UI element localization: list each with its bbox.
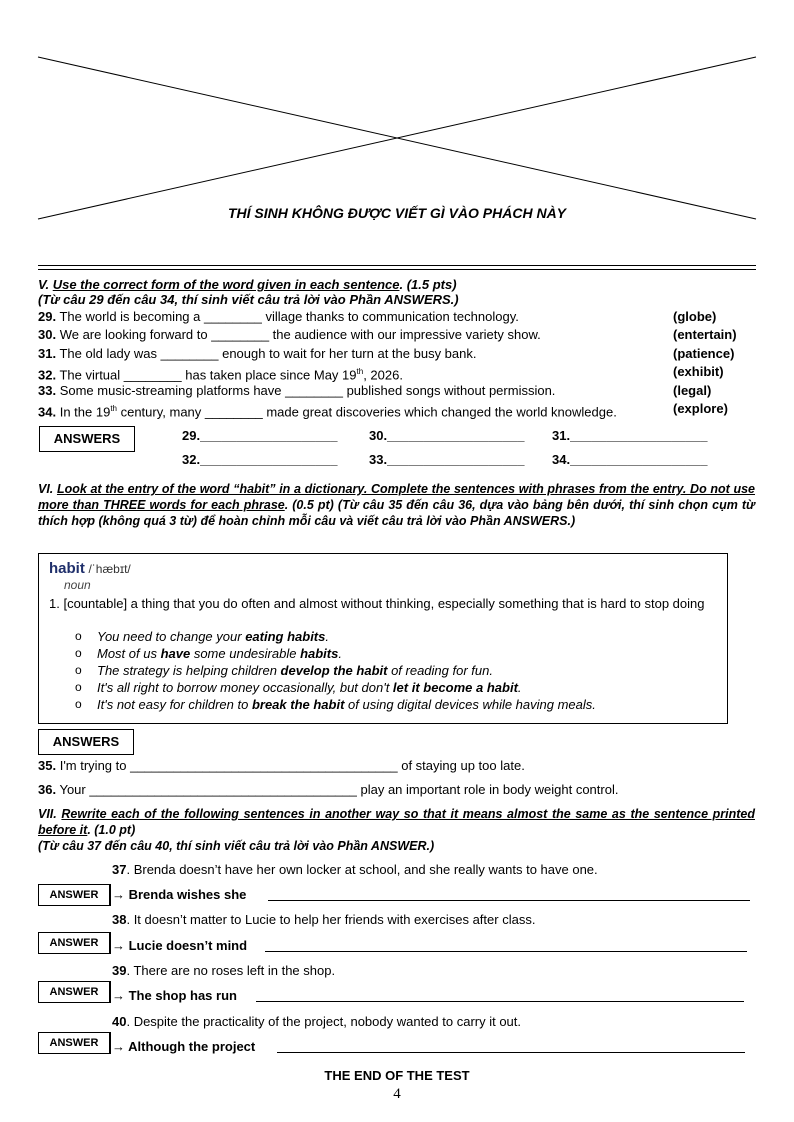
hint-29: (globe) <box>673 309 717 324</box>
question-40: 40. Despite the practicality of the project, nobody wanted to carry it out. <box>112 1014 522 1029</box>
answer-label-38: ANSWER <box>38 932 110 954</box>
section7-heading: VII. Rewrite each of the following sentences in another way so that it means almost the same as the sentence printed before it. (1.0 pt) <box>38 807 755 837</box>
question-30: 30. We are looking forward to ________ the audience with our impressive variety show. <box>38 327 541 342</box>
rewrite-prompt-40: → Although the project <box>112 1039 256 1054</box>
question-38: 38. It doesn’t matter to Lucie to help her friends with exercises after class. <box>112 912 536 927</box>
hint-31: (patience) <box>673 346 735 361</box>
answer-slot-29[interactable]: 29.___________________ <box>182 428 338 443</box>
question-32: 32. The virtual ________ has taken place since May 19th, 2026. <box>38 367 403 383</box>
question-29: 29. The world is becoming a ________ village thanks to communication technology. <box>38 309 519 324</box>
hint-30: (entertain) <box>673 327 737 342</box>
section5-note: (Từ câu 29 đến câu 34, thí sinh viết câu trả lời vào Phần ANSWERS.) <box>38 292 459 307</box>
answer-slot-34[interactable]: 34.___________________ <box>552 452 708 467</box>
hint-34: (explore) <box>673 401 728 416</box>
dict-examples <box>49 628 757 713</box>
section7-note: (Từ câu 37 đến câu 40, thí sinh viết câu trả lời vào Phần ANSWER.) <box>38 839 435 853</box>
question-34: 34. In the 19th century, many ________ made great discoveries which changed the world knowledge. <box>38 404 617 420</box>
rewrite-prompt-39: → The shop has run <box>112 988 237 1003</box>
no-write-notice: THÍ SINH KHÔNG ĐƯỢC VIẾT GÌ VÀO PHÁCH NÀY <box>227 205 567 221</box>
section5-heading: V. Use the correct form of the word given in each sentence. (1.5 pts) <box>38 277 457 292</box>
answer-slot-30[interactable]: 30.___________________ <box>369 428 525 443</box>
question-33: 33. Some music-streaming platforms have ________ published songs without permission. <box>38 383 556 398</box>
answer-divider <box>110 932 111 954</box>
hint-33: (legal) <box>673 383 712 398</box>
answer-divider <box>110 981 111 1003</box>
answers-label-box-6: ANSWERS <box>38 729 134 755</box>
answer-slot-33[interactable]: 33.___________________ <box>369 452 525 467</box>
rewrite-prompt-37: → Brenda wishes she <box>112 887 247 902</box>
dict-pronunciation: /ˈhæbɪt/ <box>88 562 131 576</box>
answer-line-38[interactable] <box>265 940 747 952</box>
dict-example: o The strategy is helping children develop the habit of reading for fun. <box>97 662 757 679</box>
hint-32: (exhibit) <box>673 364 724 379</box>
answer-line-39[interactable] <box>256 990 744 1002</box>
question-35: 35. I'm trying to _____________________________________ of staying up too late. <box>38 758 525 773</box>
section6-heading: VI. Look at the entry of the word “habit” in a dictionary. Complete the sentences with phrases from the entry. Do not use more than THREE words for each phrase. (0.5 pt) (Từ câu 35 đến câu 36, dựa vào bảng bên dưới, thí sinh chọn cụm từ thích hợp (không quá 3 từ) để hoàn chỉnh mỗi câu và viết câu trả lời vào Phần ANSWERS.) <box>38 482 755 528</box>
dict-example: o It's all right to borrow money occasionally, but don't let it become a habit. <box>97 679 757 696</box>
question-39: 39. There are no roses left in the shop. <box>112 963 336 978</box>
answer-blank-36[interactable]: _____________________________________ <box>89 782 357 797</box>
question-36: 36. Your _____________________________________ play an important role in body weight control. <box>38 782 619 797</box>
page-number: 4 <box>393 1086 401 1102</box>
rewrite-prompt-38: → Lucie doesn’t mind <box>112 938 248 953</box>
answer-blank-35[interactable]: _____________________________________ <box>130 758 398 773</box>
dict-example: o You need to change your eating habits. <box>97 628 757 645</box>
dict-definition: 1. [countable] a thing that you do often and almost without thinking, especially something that is hard to stop doing <box>49 596 705 611</box>
answers-label-box: ANSWERS <box>39 426 135 452</box>
answer-label-40: ANSWER <box>38 1032 110 1054</box>
no-write-cross <box>0 0 794 260</box>
section-divider <box>38 265 756 270</box>
dictionary-entry <box>38 553 728 724</box>
dict-example: o Most of us have some undesirable habits. <box>97 645 757 662</box>
dict-example: o It's not easy for children to break the habit of using digital devices while having meals. <box>97 696 757 713</box>
question-37: 37. Brenda doesn’t have her own locker at school, and she really wants to have one. <box>112 862 598 877</box>
dict-word: habit <box>49 560 85 577</box>
end-of-test: THE END OF THE TEST <box>324 1068 470 1083</box>
dict-pos: noun <box>64 578 91 592</box>
answer-line-40[interactable] <box>277 1041 745 1053</box>
answer-divider <box>110 884 111 906</box>
answer-label-39: ANSWER <box>38 981 110 1003</box>
answer-line-37[interactable] <box>268 889 750 901</box>
answer-divider <box>110 1032 111 1054</box>
answer-slot-31[interactable]: 31.___________________ <box>552 428 708 443</box>
answer-label-37: ANSWER <box>38 884 110 906</box>
question-31: 31. The old lady was ________ enough to wait for her turn at the busy bank. <box>38 346 477 361</box>
answer-slot-32[interactable]: 32.___________________ <box>182 452 338 467</box>
